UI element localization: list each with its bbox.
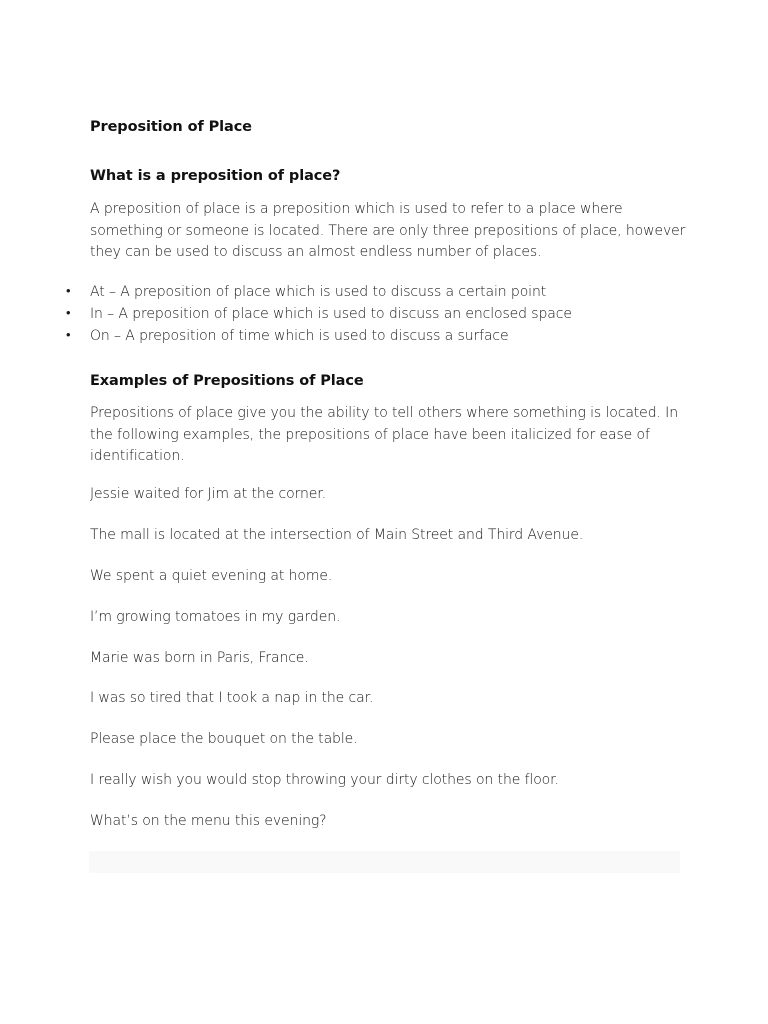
section-heading-definition: What is a preposition of place? — [90, 168, 341, 184]
example-sentence: Please place the bouquet on the table. — [90, 731, 358, 747]
example-sentence: I’m growing tomatoes in my garden. — [90, 609, 341, 625]
document-title: Preposition of Place — [90, 119, 252, 135]
list-item: • On – A preposition of time which is used to discuss a surface — [64, 325, 684, 347]
example-sentence: I really wish you would stop throwing your dirty clothes on the floor. — [90, 772, 559, 788]
definition-paragraph: A preposition of place is a preposition which is used to refer to a place where something or someone is located. There are only three prepositions of place, however they can be used to discuss an almost endless number of places. — [90, 201, 686, 260]
example-sentence: I was so tired that I took a nap in the car. — [90, 690, 374, 706]
example-sentence: The mall is located at the intersection of Main Street and Third Avenue. — [90, 527, 584, 543]
section-heading-examples: Examples of Prepositions of Place — [90, 373, 364, 389]
list-item: • In – A preposition of place which is used to discuss an enclosed space — [64, 303, 684, 325]
example-sentence: Marie was born in Paris, France. — [90, 650, 309, 666]
empty-footer-bar — [89, 851, 680, 873]
example-sentence: We spent a quiet evening at home. — [90, 568, 333, 584]
examples-intro-paragraph: Prepositions of place give you the ability to tell others where something is located. In the following examples, the prepositions of place have been italicized for ease of identification. — [90, 405, 678, 464]
example-sentence: What’s on the menu this evening? — [90, 813, 327, 829]
preposition-list — [64, 281, 684, 347]
list-item: • At – A preposition of place which is used to discuss a certain point — [64, 281, 684, 303]
example-sentence: Jessie waited for Jim at the corner. — [90, 486, 326, 502]
